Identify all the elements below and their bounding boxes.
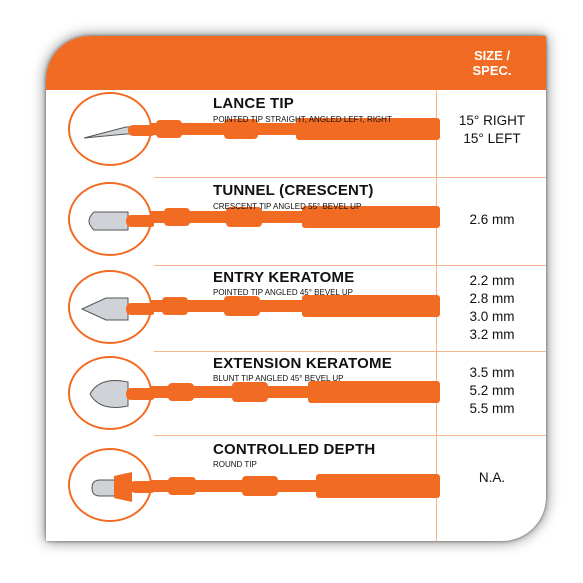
- blade-row-entry-keratome: [46, 266, 546, 354]
- size-value: 5.2 mm: [469, 383, 515, 398]
- lance-blade-icon: [70, 94, 154, 168]
- size-list: [438, 364, 546, 418]
- size-header-line1: SIZE /: [473, 48, 511, 63]
- crescent-blade-icon: [70, 184, 154, 258]
- size-value: N.A.: [478, 470, 506, 485]
- blade-title: EXTENSION KERATOME: [213, 355, 392, 372]
- blade-title: LANCE TIP: [213, 95, 294, 112]
- blade-title: ENTRY KERATOME: [213, 269, 355, 286]
- blade-row-controlled-depth: [46, 436, 546, 524]
- size-value: 5.5 mm: [469, 401, 515, 416]
- tip-circle: [68, 92, 152, 166]
- size-list: [438, 211, 546, 229]
- size-value: 15° LEFT: [463, 131, 521, 146]
- size-spec-header: [438, 48, 546, 78]
- size-value: 3.0 mm: [469, 309, 515, 324]
- blade-row-extension-keratome: [46, 352, 546, 440]
- blade-subtitle: CRESCENT TIP ANGLED 55° BEVEL UP: [213, 202, 362, 211]
- extension-keratome-blade-icon: [70, 358, 154, 432]
- size-value: 3.2 mm: [469, 327, 515, 342]
- tip-circle: [68, 356, 152, 430]
- size-list: [438, 469, 546, 487]
- blade-chart-card: [46, 36, 546, 541]
- size-value: 3.5 mm: [469, 365, 515, 380]
- blade-subtitle: ROUND TIP: [213, 460, 257, 469]
- blade-row-tunnel-crescent: [46, 178, 546, 266]
- size-list: [438, 112, 546, 148]
- tip-circle: [68, 448, 152, 522]
- size-header-line2: SPEC.: [472, 63, 512, 78]
- blade-row-lance-tip: [46, 90, 546, 178]
- blade-subtitle: POINTED TIP ANGLED 45° BEVEL UP: [213, 288, 353, 297]
- tip-circle: [68, 182, 152, 256]
- tip-circle: [68, 270, 152, 344]
- size-value: 2.2 mm: [469, 273, 515, 288]
- blade-subtitle: POINTED TIP STRAIGHT, ANGLED LEFT, RIGHT: [213, 115, 392, 124]
- blade-subtitle: BLUNT TIP ANGLED 45° BEVEL UP: [213, 374, 344, 383]
- size-value: 2.6 mm: [469, 212, 515, 227]
- size-value: 15° RIGHT: [458, 113, 526, 128]
- keratome-blade-icon: [70, 272, 154, 346]
- size-value: 2.8 mm: [469, 291, 515, 306]
- size-list: [438, 272, 546, 344]
- blade-title: CONTROLLED DEPTH: [213, 441, 376, 458]
- round-tip-blade-icon: [70, 450, 154, 524]
- blade-title: TUNNEL (CRESCENT): [213, 182, 374, 199]
